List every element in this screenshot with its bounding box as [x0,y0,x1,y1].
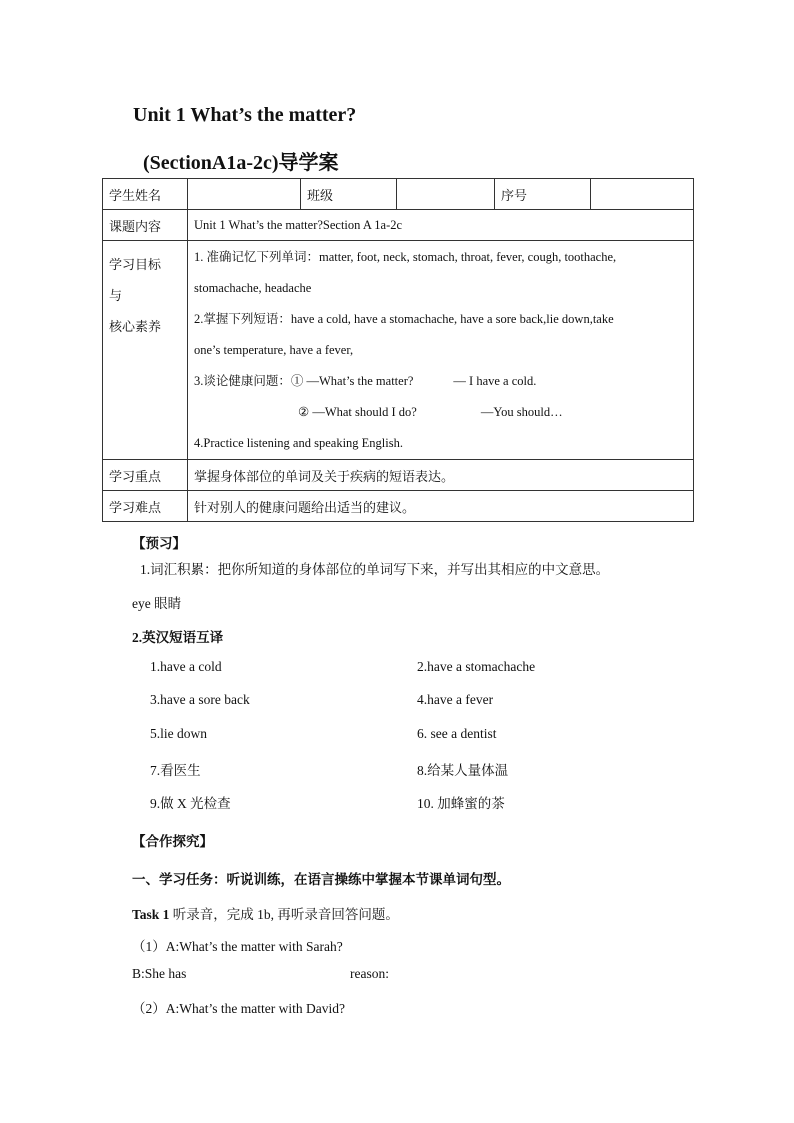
student-name-field[interactable] [188,179,301,210]
goals-label-line-3: 核心素养 [109,319,162,334]
goals-label [103,241,188,460]
phrase-10: 10. 加蜂蜜的茶 [417,796,505,811]
phrase-2: 2.have a stomachache [417,659,536,674]
topic-label: 课题内容 [103,210,188,241]
goal-2-line-2: one’s temperature, have a fever, [194,343,354,357]
title-line-2: (SectionA1a-2c)导学案 [143,152,339,174]
goal-3-question-2: ② —What should I do? [298,405,417,419]
student-name-label: 学生姓名 [103,179,188,210]
info-table [102,178,694,522]
phrase-4: 4.have a fever [417,692,494,707]
topic-value: Unit 1 What’s the matter?Section A 1a-2c [188,210,694,241]
phrase-1: 1.have a cold [150,659,222,674]
difficulty-label: 学习难点 [103,491,188,522]
phrase-8: 8.给某人量体温 [417,763,509,778]
phrase-5: 5.lie down [150,726,207,741]
goals-content [188,241,694,460]
title-line-1: Unit 1 What’s the matter? [133,104,357,126]
class-field[interactable] [397,179,495,210]
number-field[interactable] [591,179,694,210]
goal-3-line-1 [194,366,687,397]
task-1-line [132,903,399,923]
goal-3-answer-2: —You should… [480,405,563,419]
question-2: （2）A:What’s the matter with David? [132,1001,345,1016]
task-heading: 一、学习任务：听说训练，在语言操练中掌握本节课单词句型。 [132,872,510,887]
answer-1-reason: reason: [350,966,389,981]
goal-1-line-2: stomachache, headache [194,281,312,295]
goals-label-line-2: 与 [109,288,123,303]
class-label: 班级 [301,179,397,210]
task-1-text: 听录音，完成 1b, 再听录音回答问题。 [169,907,399,922]
phrase-9: 9.做 X 光检查 [150,796,231,811]
answer-1-left: B:She has [132,966,187,981]
preview-question-1: 1.词汇积累：把你所知道的身体部位的单词写下来，并写出其相应的中文意思。 [140,562,610,577]
key-label: 学习重点 [103,460,188,491]
key-value: 掌握身体部位的单词及关于疾病的短语表达。 [188,460,694,491]
goal-3-line-2 [194,397,687,428]
question-1: （1）A:What’s the matter with Sarah? [132,939,343,954]
preview-question-2: 2.英汉短语互译 [132,630,224,645]
goal-1-line-1: 1. 准确记忆下列单词：matter, foot, neck, stomach, throat, fever, cough, toothache, [194,250,617,264]
goal-3-answer-1: — I have a cold. [453,374,537,388]
goal-2-line-1: 2.掌握下列短语：have a cold, have a stomachache, have a sore back,lie down,take [194,312,614,326]
goal-4: 4.Practice listening and speaking English. [194,436,403,450]
phrase-3: 3.have a sore back [150,692,250,707]
difficulty-value: 针对别人的健康问题给出适当的建议。 [188,491,694,522]
preview-example: eye 眼睛 [132,596,182,611]
cooperation-heading: 【合作探究】 [132,834,213,849]
goal-3-question-1: 3.谈论健康问题：① —What’s the matter? [194,374,414,388]
number-label: 序号 [495,179,591,210]
goals-label-line-1: 学习目标 [109,257,162,272]
phrase-7: 7.看医生 [150,763,201,778]
task-1-label: Task 1 [132,907,170,922]
phrase-6: 6. see a dentist [417,726,497,741]
preview-heading: 【预习】 [132,536,186,551]
